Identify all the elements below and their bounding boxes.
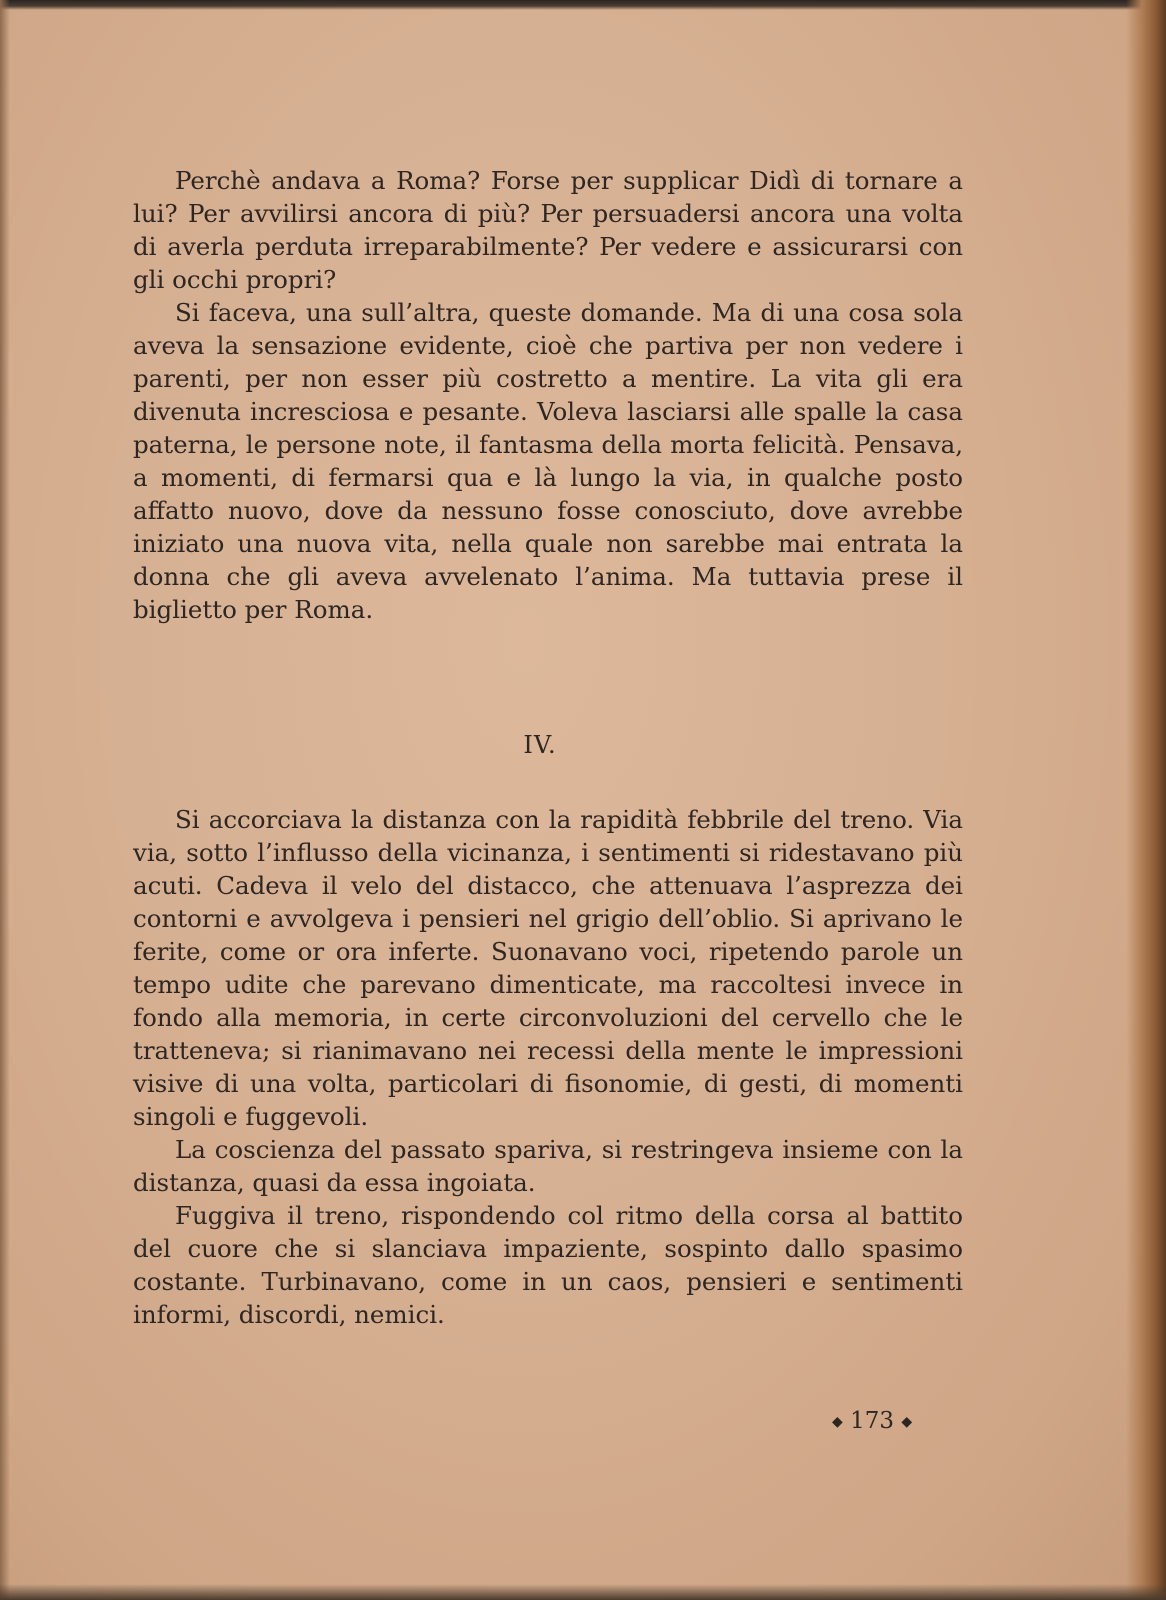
paragraph: Perchè andava a Roma? Forse per supplicar Didì di tornare a lui? Per avvilirsi ancora di più? Per persuadersi ancora una volta di averla perduta irreparabilmente? Per vedere e assicurarsi con gli occhi propri? xyxy=(133,166,963,294)
page-top-edge xyxy=(0,0,1166,10)
diamond-ornament-icon: ◆ xyxy=(901,1414,913,1430)
paragraph: Fuggiva il treno, rispondendo col ritmo della corsa al battito del cuore che si slanciava impaziente, sospinto dallo spasimo costante. Turbinavano, come in un caos, pensieri e sentimenti informi, discordi, nemici. xyxy=(133,1201,963,1329)
page-folio xyxy=(832,1408,912,1434)
page-left-edge xyxy=(0,0,10,1600)
paragraph: Si accorciava la distanza con la rapidità febbrile del treno. Via via, sotto l’influsso della vicinanza, i sentimenti si ridestavano più acuti. Cadeva il velo del distacco, che attenuava l’asprezza dei contorni e avvolgeva i pensieri nel grigio dell’oblio. Si aprivano le ferite, come or ora inferte. Suonavano voci, ripetendo parole un tempo udite che parevano dimenticate, ma raccoltesi invece in fondo alla memoria, in certe circonvoluzioni del cervello che le tratteneva; si rianimavano nei recessi della mente le impressioni visive di una volta, particolari di fisonomie, di gesti, di momenti singoli e fuggevoli. xyxy=(133,805,963,1131)
page-bottom-edge xyxy=(0,1584,1166,1600)
page-right-edge xyxy=(1126,0,1166,1600)
text-block-after-chapter xyxy=(133,803,963,1331)
paragraph: La coscienza del passato spariva, si restringeva insieme con la distanza, quasi da essa ingoiata. xyxy=(133,1135,963,1197)
page-number: 173 xyxy=(850,1408,894,1434)
diamond-ornament-icon: ◆ xyxy=(832,1414,843,1430)
chapter-heading: IV. xyxy=(523,731,557,759)
text-block-before-chapter xyxy=(133,164,963,626)
paragraph: Si faceva, una sull’altra, queste domande. Ma di una cosa sola aveva la sensazione evidente, cioè che partiva per non vedere i parenti, per non esser più costretto a mentire. La vita gli era divenuta incresciosa e pesante. Voleva lasciarsi alle spalle la casa paterna, le persone note, il fantasma della morta felicità. Pensava, a momenti, di fermarsi qua e là lungo la via, in qualche posto affatto nuovo, dove da nessuno fosse conosciuto, dove avrebbe iniziato una nuova vita, nella quale non sarebbe mai entrata la donna che gli aveva avvelenato l’anima. Ma tuttavia prese il biglietto per Roma. xyxy=(133,298,963,624)
